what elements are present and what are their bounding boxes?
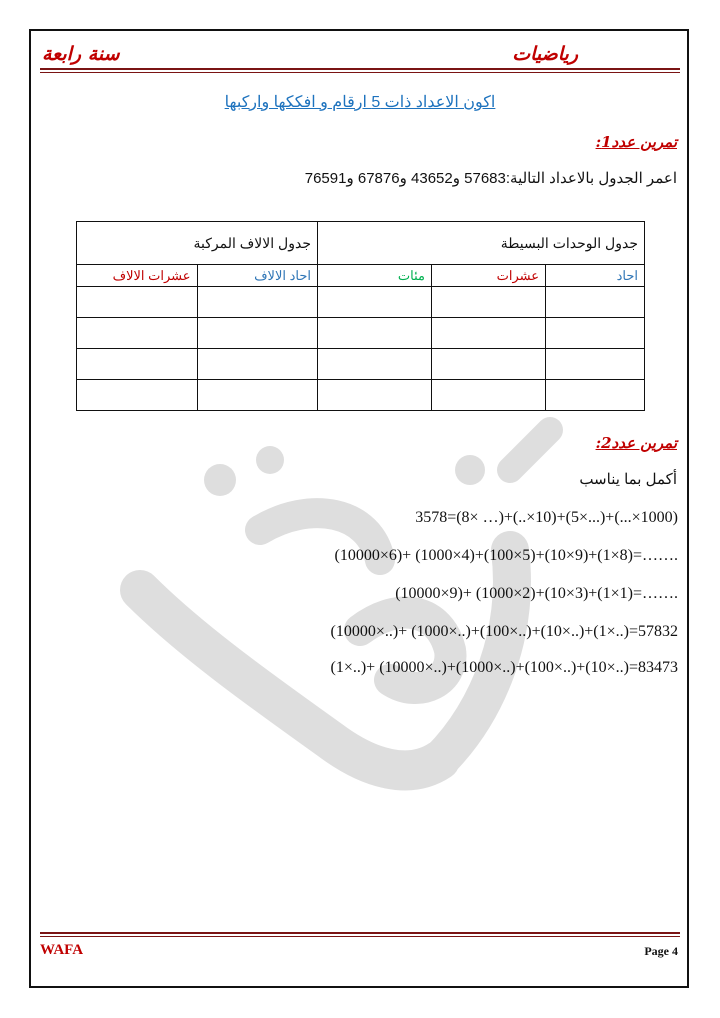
- col-ten-thousands: عشرات الالاف: [77, 265, 198, 287]
- table-cell[interactable]: [432, 318, 546, 349]
- table-row: [77, 318, 645, 349]
- table-group-row: [77, 222, 645, 265]
- group-simple: جدول الوحدات البسيطة: [318, 222, 645, 265]
- equation-line: (10000×6)+ (1000×4)+(100×5)+(10×9)+(1×8)=…….: [334, 547, 678, 564]
- exercise2-instruction: أكمل بما يناسب: [579, 471, 677, 488]
- table-cell[interactable]: [432, 349, 546, 380]
- footer-rule-thin: [40, 936, 680, 937]
- table-cell[interactable]: [197, 287, 318, 318]
- table-cell[interactable]: [432, 287, 546, 318]
- equation-line: (10000×9)+ (1000×2)+(10×3)+(1×1)=…….: [395, 585, 678, 602]
- table-cell[interactable]: [546, 380, 645, 411]
- table-row: [77, 287, 645, 318]
- table-row: [77, 380, 645, 411]
- group-thousands: جدول الالاف المركبة: [77, 222, 318, 265]
- table-cell[interactable]: [432, 380, 546, 411]
- lesson-title: اكون الاعداد ذات 5 ارقام و افككها واركبها: [224, 94, 496, 111]
- table-cell[interactable]: [197, 380, 318, 411]
- table-cell[interactable]: [546, 349, 645, 380]
- exercise1-instruction: اعمر الجدول بالاعداد التالية:57683 و43652 و67876 و76591: [304, 170, 677, 187]
- subject-label: رياضيات: [512, 43, 578, 65]
- col-tens: عشرات: [432, 265, 546, 287]
- table-cell[interactable]: [77, 287, 198, 318]
- grade-label: سنة رابعة: [42, 43, 120, 65]
- table-cell[interactable]: [318, 318, 432, 349]
- table-row: [77, 349, 645, 380]
- col-units: احاد: [546, 265, 645, 287]
- place-value-table: [76, 221, 645, 411]
- page-number: Page 4: [644, 944, 678, 958]
- footer-author: WAFA: [40, 942, 84, 958]
- exercise1-title: تمرين عدد1:: [595, 133, 677, 151]
- table-cell[interactable]: [318, 287, 432, 318]
- table-cell[interactable]: [546, 287, 645, 318]
- table-cell[interactable]: [77, 380, 198, 411]
- table-cell[interactable]: [546, 318, 645, 349]
- table-column-row: [77, 265, 645, 287]
- table-cell[interactable]: [318, 349, 432, 380]
- table-cell[interactable]: [318, 380, 432, 411]
- table-cell[interactable]: [197, 318, 318, 349]
- header-rule-thin: [40, 72, 680, 73]
- table-cell[interactable]: [77, 349, 198, 380]
- equation-line: (1×..)+ (10000×..)+(1000×..)+(100×..)+(10×..)=83473: [330, 659, 678, 676]
- col-hundreds: مئات: [318, 265, 432, 287]
- equation-line: (10000×..)+ (1000×..)+(100×..)+(10×..)+(1×..)=57832: [330, 623, 678, 640]
- table-cell[interactable]: [77, 318, 198, 349]
- footer-rule: [40, 932, 680, 934]
- table-cell[interactable]: [197, 349, 318, 380]
- col-thousands: احاد الالاف: [197, 265, 318, 287]
- exercise2-title: تمرين عدد2:: [595, 434, 677, 452]
- equation-line: 3578=(8× …)+(..×10)+(5×...)+(...×1000): [415, 509, 678, 526]
- header-rule: [40, 68, 680, 70]
